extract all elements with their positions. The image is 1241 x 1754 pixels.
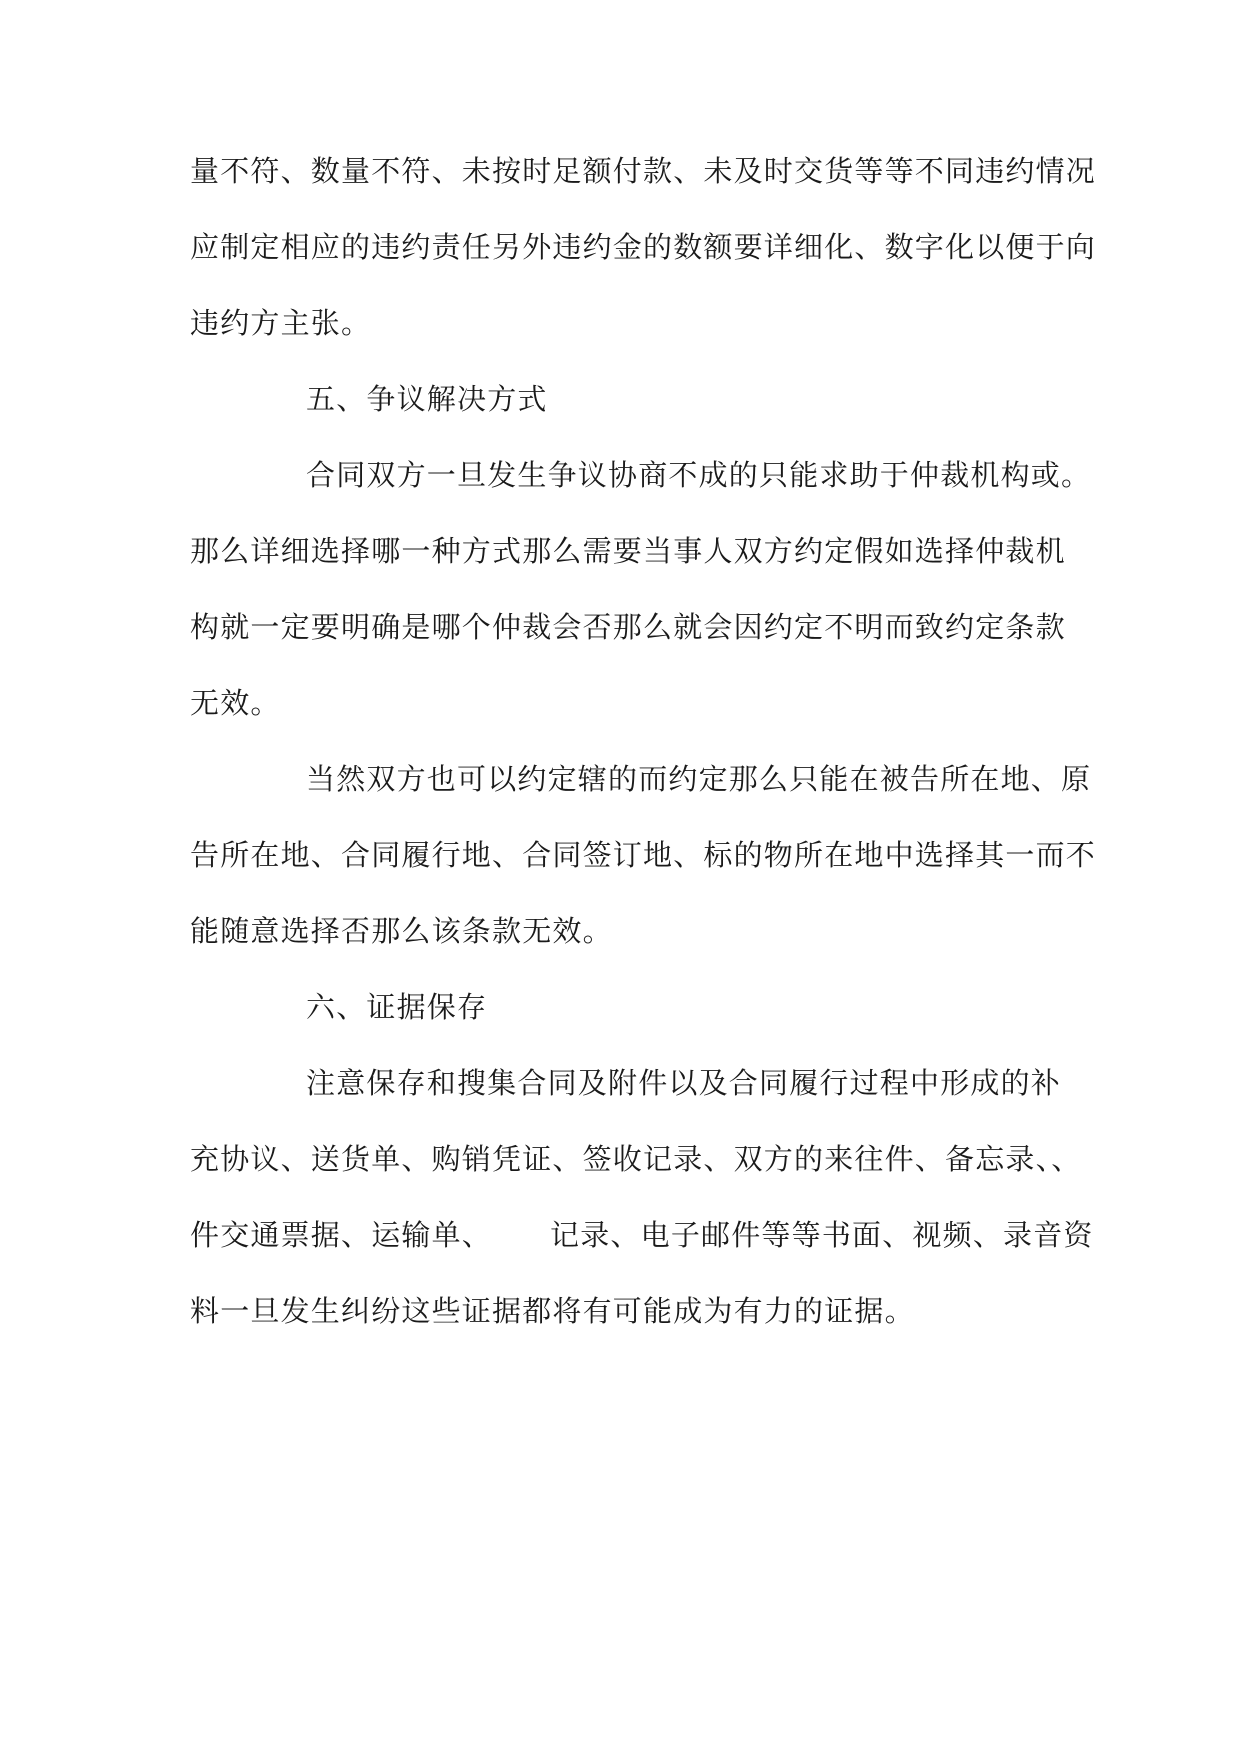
section-heading: 六、证据保存 — [306, 990, 488, 1024]
body-text-line: 当然双方也可以约定辖的而约定那么只能在被告所在地、原 — [306, 762, 1092, 796]
body-text-line: 料一旦发生纠纷这些证据都将有可能成为有力的证据。 — [190, 1294, 915, 1328]
body-text-line: 能随意选择否那么该条款无效。 — [190, 914, 613, 948]
body-text-line: 无效。 — [190, 686, 281, 720]
body-text-line — [190, 1217, 1094, 1253]
body-text-line: 合同双方一旦发生争议协商不成的只能求助于仲裁机构或。 — [306, 458, 1092, 492]
body-text-line: 应制定相应的违约责任另外违约金的数额要详细化、数字化以便于向 — [190, 230, 1097, 264]
section-heading: 五、争议解决方式 — [306, 382, 548, 416]
body-text-segment: 记录、电子邮件等等书面、视频、录音资 — [550, 1218, 1094, 1252]
body-text-line: 量不符、数量不符、未按时足额付款、未及时交货等等不同违约情况 — [190, 154, 1097, 188]
body-text-segment: 件交通票据、运输单、 — [190, 1218, 493, 1252]
body-text-line: 注意保存和搜集合同及附件以及合同履行过程中形成的补 — [306, 1066, 1062, 1100]
body-text-line: 告所在地、合同履行地、合同签订地、标的物所在地中选择其一而不 — [190, 838, 1097, 872]
body-text-line: 构就一定要明确是哪个仲裁会否那么就会因约定不明而致约定条款 — [190, 610, 1066, 644]
body-text-line: 充协议、送货单、购销凭证、签收记录、双方的来往件、备忘录、、 — [190, 1142, 1082, 1176]
body-text-line: 那么详细选择哪一种方式那么需要当事人双方约定假如选择仲裁机 — [190, 534, 1066, 568]
body-text-line: 违约方主张。 — [190, 306, 372, 340]
